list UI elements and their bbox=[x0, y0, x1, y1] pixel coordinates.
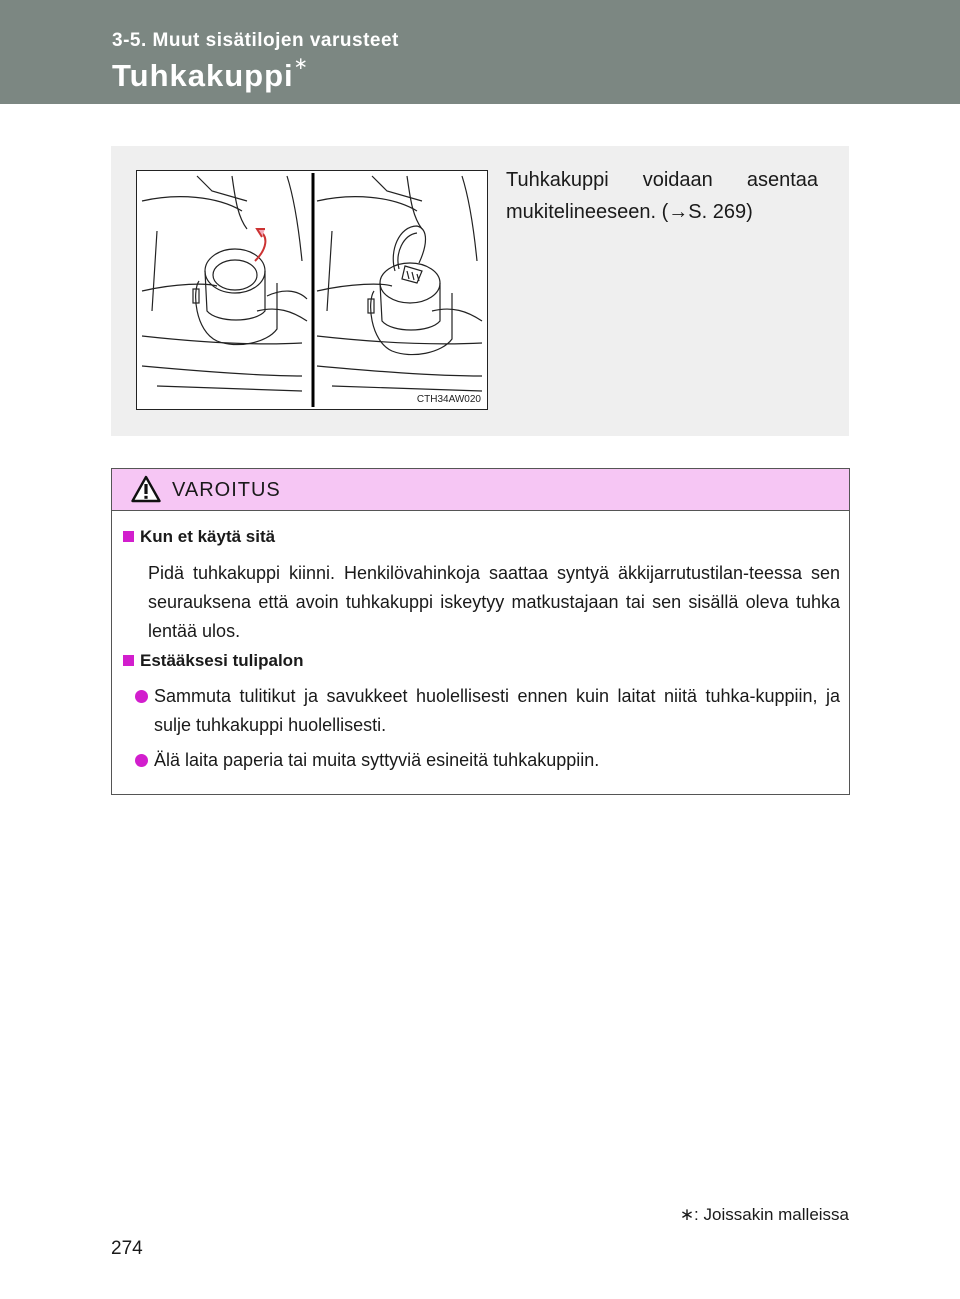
square-bullet-icon bbox=[123, 531, 134, 542]
title-footnote-mark: ∗ bbox=[293, 54, 309, 73]
page-number: 274 bbox=[111, 1238, 143, 1259]
info-text-line-2: mukitelineeseen. (→S. 269) bbox=[506, 201, 753, 223]
info-text bbox=[506, 164, 818, 228]
bullet-text: Älä laita paperia tai muita syttyviä esineitä tuhkakuppiin. bbox=[154, 750, 600, 770]
round-bullet-icon bbox=[135, 754, 148, 767]
footnote: ∗: Joissakin malleissa bbox=[679, 1205, 849, 1224]
ashtray-illustration bbox=[136, 170, 488, 410]
page-title-text: Tuhkakuppi bbox=[112, 58, 294, 93]
warning-bullet bbox=[132, 682, 840, 740]
illustration-drawing bbox=[137, 171, 487, 409]
page-header bbox=[0, 0, 960, 104]
figure-code: CTH34AW020 bbox=[416, 394, 481, 405]
bullet-text: Sammuta tulitikut ja savukkeet huolellisesti ennen kuin laitat niitä tuhka-kuppiin, ja sulje tuhkakuppi huolellisesti. bbox=[154, 686, 840, 735]
page-title bbox=[112, 54, 309, 94]
square-bullet-icon bbox=[123, 655, 134, 666]
heading-text: Estääksesi tulipalon bbox=[140, 651, 304, 670]
warning-heading-fire bbox=[123, 651, 303, 671]
warning-title: VAROITUS bbox=[172, 479, 281, 501]
section-label: 3-5. Muut sisätilojen varusteet bbox=[112, 30, 399, 51]
warning-box bbox=[111, 468, 850, 795]
warning-bullet bbox=[132, 746, 840, 775]
info-text-line-1: Tuhkakuppi voidaan asentaa bbox=[506, 169, 818, 191]
warning-paragraph: Pidä tuhkakuppi kiinni. Henkilövahinkoja saattaa syntyä äkkijarrutustilan-teessa sen seurauksena että avoin tuhkakuppi iskeytyy matkustajaan tai sen sisällä oleva tuhka lentää ulos. bbox=[148, 563, 840, 641]
warning-heading-not-in-use bbox=[123, 527, 275, 547]
warning-header bbox=[112, 469, 849, 511]
round-bullet-icon bbox=[135, 690, 148, 703]
heading-text: Kun et käytä sitä bbox=[140, 527, 276, 546]
info-box bbox=[111, 146, 849, 436]
warning-triangle-icon bbox=[131, 475, 161, 503]
